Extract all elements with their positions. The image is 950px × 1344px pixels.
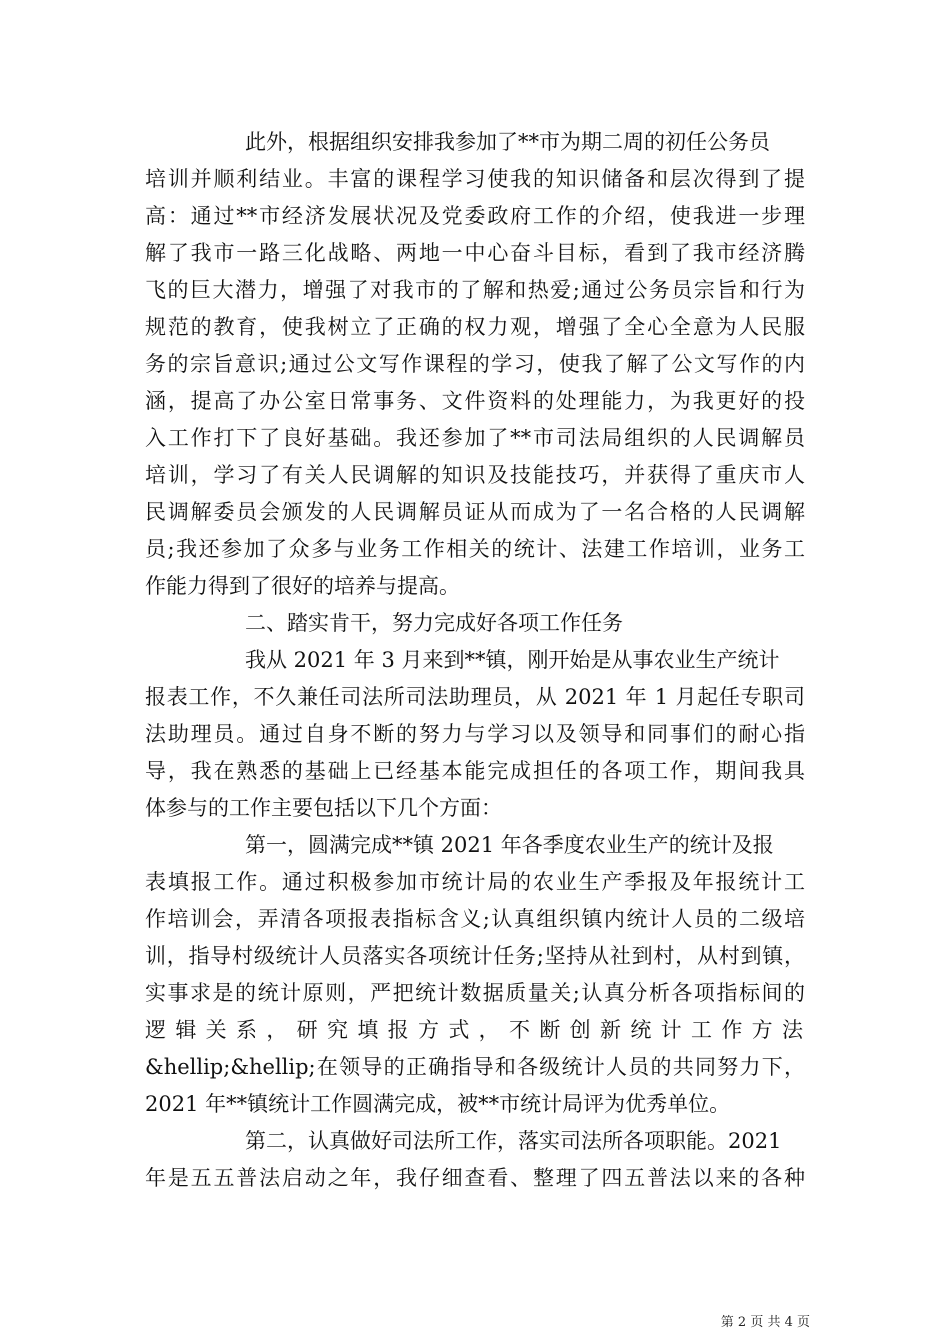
paragraph-line: 表填报工作。通过积极参加市统计局的农业生产季报及年报统计工 [145,870,805,894]
paragraph-line: 此外，根据组织安排我参加了**市为期二周的初任公务员 [245,130,770,154]
paragraph-line: 我从 2021 年 3 月来到**镇，刚开始是从事农业生产统计 [245,648,780,672]
paragraph-line: 员;我还参加了众多与业务工作相关的统计、法建工作培训，业务工 [145,537,805,561]
paragraph-line: 第一，圆满完成**镇 2021 年各季度农业生产的统计及报 [245,833,774,857]
paragraph-line: 第二，认真做好司法所工作，落实司法所各项职能。2021 [245,1129,782,1153]
paragraph-line: 报表工作，不久兼任司法所司法助理员，从 2021 年 1 月起任专职司 [145,685,805,709]
section-heading: 二、踏实肯干，努力完成好各项工作任务 [245,611,623,635]
paragraph-line: 训，指导村级统计人员落实各项统计任务;坚持从社到村，从村到镇， [145,944,805,968]
paragraph-line: 入工作打下了良好基础。我还参加了**市司法局组织的人民调解员 [145,426,805,450]
paragraph-line: 逻辑关系，研究填报方式，不断创新统计工作方法 [145,1018,805,1042]
paragraph-line: 培训并顺利结业。丰富的课程学习使我的知识储备和层次得到了提 [145,167,805,191]
page-number-footer: 第 2 页 共 4 页 [720,1315,810,1330]
paragraph-line: 高：通过**市经济发展状况及党委政府工作的介绍，使我进一步理 [145,204,805,228]
paragraph-line: 作能力得到了很好的培养与提高。 [145,574,460,598]
paragraph-line: 规范的教育，使我树立了正确的权力观，增强了全心全意为人民服 [145,315,805,339]
paragraph-line: 务的宗旨意识;通过公文写作课程的学习，使我了解了公文写作的内 [145,352,805,376]
paragraph-line: 导，我在熟悉的基础上已经基本能完成担任的各项工作，期间我具 [145,759,805,783]
paragraph-line: 体参与的工作主要包括以下几个方面： [145,796,502,820]
paragraph-line: &hellip;&hellip;在领导的正确指导和各级统计人员的共同努力下， [145,1055,805,1079]
paragraph-line: 涵，提高了办公室日常事务、文件资料的处理能力，为我更好的投 [145,389,805,413]
paragraph-line: 法助理员。通过自身不断的努力与学习以及领导和同事们的耐心指 [145,722,805,746]
paragraph-line: 2021 年**镇统计工作圆满完成，被**市统计局评为优秀单位。 [145,1092,731,1116]
paragraph-line: 培训，学习了有关人民调解的知识及技能技巧，并获得了重庆市人 [145,463,805,487]
paragraph-line: 解了我市一路三化战略、两地一中心奋斗目标，看到了我市经济腾 [145,241,805,265]
paragraph-line: 年是五五普法启动之年，我仔细查看、整理了四五普法以来的各种 [145,1166,805,1190]
paragraph-line: 实事求是的统计原则，严把统计数据质量关;认真分析各项指标间的 [145,981,805,1005]
paragraph-line: 飞的巨大潜力，增强了对我市的了解和热爱;通过公务员宗旨和行为 [145,278,805,302]
paragraph-line: 民调解委员会颁发的人民调解员证从而成为了一名合格的人民调解 [145,500,805,524]
paragraph-line: 作培训会，弄清各项报表指标含义;认真组织镇内统计人员的二级培 [145,907,805,931]
